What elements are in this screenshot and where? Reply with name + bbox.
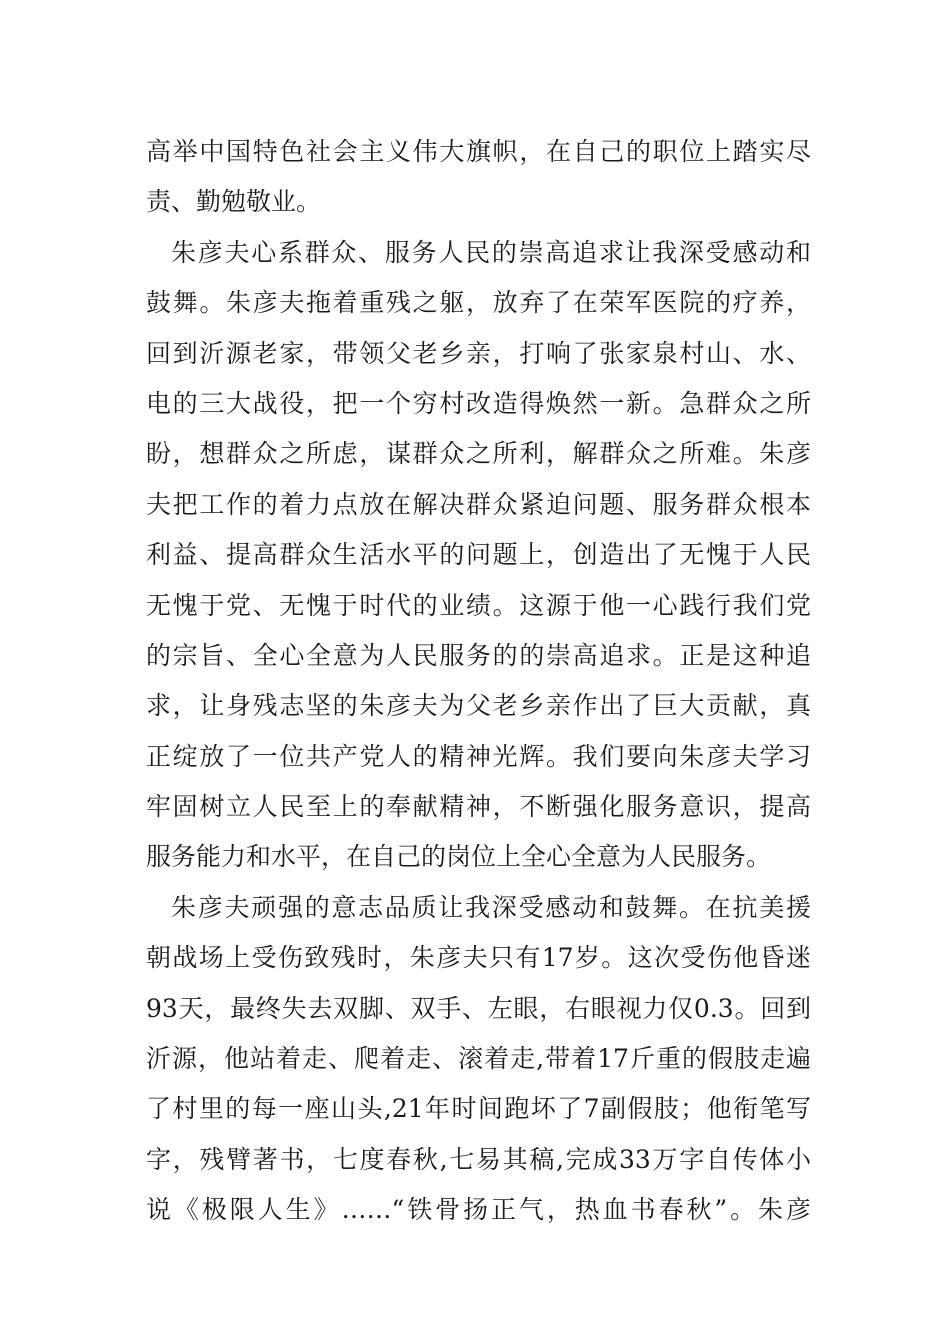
text-line: 无愧于党、无愧于时代的业绩。这源于他一心践行我们党 [146,590,811,620]
text-line: 责、勤勉敬业。 [146,187,322,217]
document-body [146,127,811,1236]
text-line: 电的三大战役，把一个穷村改造得焕然一新。急群众之所 [146,388,811,418]
paragraph-start-line: 朱彦夫顽强的意志品质让我深受感动和鼓舞。在抗美援 [171,892,811,922]
text-line: 93天，最终失去双脚、双手、左眼，右眼视力仅0.3。回到 [146,993,811,1023]
text-line: 回到沂源老家，带领父老乡亲，打响了张家泉村山、水、 [146,338,811,368]
text-line: 利益、提高群众生活水平的问题上，创造出了无愧于人民 [146,540,811,570]
text-line: 正绽放了一位共产党人的精神光辉。我们要向朱彦夫学习 [146,741,811,771]
text-line: 夫把工作的着力点放在解决群众紧迫问题、服务群众根本 [146,489,811,519]
text-line: 朝战场上受伤致残时，朱彦夫只有17岁。这次受伤他昏迷 [146,943,811,973]
text-line: 服务能力和水平，在自己的岗位上全心全意为人民服务。 [146,842,772,872]
text-line: 高举中国特色社会主义伟大旗帜，在自己的职位上踏实尽 [146,137,811,166]
text-line: 鼓舞。朱彦夫拖着重残之躯，放弃了在荣军医院的疗养， [146,288,811,318]
text-line: 求，让身残志坚的朱彦夫为父老乡亲作出了巨大贡献，真 [146,691,811,721]
paragraph-start-line: 朱彦夫心系群众、服务人民的崇高追求让我深受感动和 [171,237,811,267]
text-line: 说《极限人生》……“铁骨扬正气，热血书春秋”。朱彦 [146,1195,811,1225]
text-line: 字，残臂著书，七度春秋,七易其稿,完成33万字自传体小 [146,1144,811,1174]
text-line: 沂源，他站着走、爬着走、滚着走,带着17斤重的假肢走遍 [146,1044,811,1074]
text-line: 了村里的每一座山头,21年时间跑坏了7副假肢；他衔笔写 [146,1094,811,1124]
text-line: 牢固树立人民至上的奉献精神，不断强化服务意识，提高 [146,792,811,822]
text-line: 的宗旨、全心全意为人民服务的的崇高追求。正是这种追 [146,640,811,670]
text-line: 盼，想群众之所虑，谋群众之所利，解群众之所难。朱彦 [146,439,811,469]
